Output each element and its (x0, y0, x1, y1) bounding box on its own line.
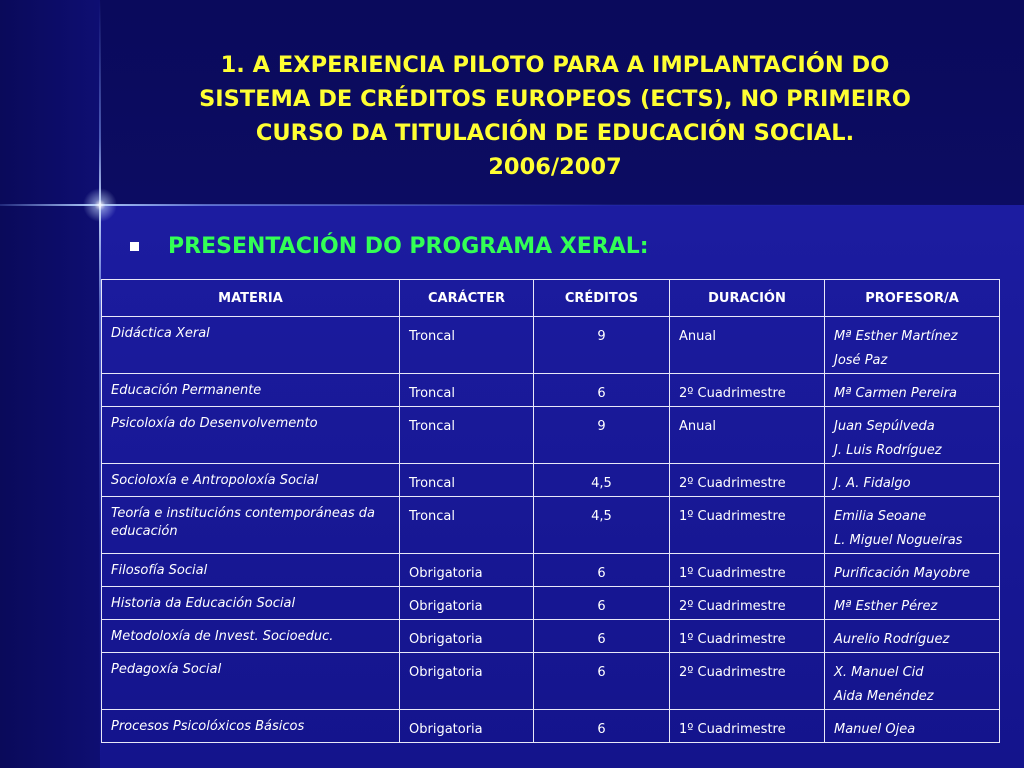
materia-cell: Didáctica Xeral (102, 317, 400, 374)
profesor-name: José Paz (834, 353, 888, 368)
duracion-cell: 2º Cuadrimestre (670, 374, 825, 407)
profesor-name: Emilia Seoane (834, 509, 927, 524)
profesor-cell (825, 620, 1000, 653)
caracter-cell: Obrigatoria (400, 710, 534, 743)
profesor-cell (825, 464, 1000, 497)
table-row (102, 407, 1000, 464)
creditos-cell: 9 (534, 317, 670, 374)
creditos-cell: 6 (534, 554, 670, 587)
profesor-name: L. Miguel Nogueiras (834, 533, 963, 548)
materia-cell: Psicoloxía do Desenvolvemento (102, 407, 400, 464)
bullet-heading: PRESENTACIÓN DO PROGRAMA XERAL: (168, 233, 649, 259)
materia-cell: Educación Permanente (102, 374, 400, 407)
profesor-name: Aida Menéndez (834, 689, 934, 704)
profesor-name: Juan Sepúlveda (834, 419, 935, 434)
creditos-cell: 4,5 (534, 497, 670, 554)
slide-title (105, 48, 1005, 184)
profesor-cell (825, 653, 1000, 710)
table-row (102, 374, 1000, 407)
table-row (102, 710, 1000, 743)
materia-cell: Metodoloxía de Invest. Socioeduc. (102, 620, 400, 653)
caracter-cell: Obrigatoria (400, 620, 534, 653)
creditos-cell: 6 (534, 374, 670, 407)
materia-cell: Teoría e institucións contemporáneas da educación (102, 497, 400, 554)
duracion-cell: 1º Cuadrimestre (670, 554, 825, 587)
creditos-cell: 4,5 (534, 464, 670, 497)
materia-cell: Pedagoxía Social (102, 653, 400, 710)
column-header-duracion: DURACIÓN (670, 280, 825, 317)
caracter-cell: Troncal (400, 374, 534, 407)
table-row (102, 317, 1000, 374)
profesor-name: Mª Carmen Pereira (834, 386, 957, 401)
profesor-name: X. Manuel Cid (834, 665, 924, 680)
profesor-cell (825, 374, 1000, 407)
bullet-item (130, 228, 649, 264)
column-header-profesor: PROFESOR/A (825, 280, 1000, 317)
caracter-cell: Obrigatoria (400, 653, 534, 710)
caracter-cell: Troncal (400, 464, 534, 497)
creditos-cell: 6 (534, 653, 670, 710)
profesor-name: J. A. Fidalgo (834, 476, 911, 491)
caracter-cell: Troncal (400, 317, 534, 374)
table-row (102, 653, 1000, 710)
materia-cell: Historia da Educación Social (102, 587, 400, 620)
caracter-cell: Obrigatoria (400, 587, 534, 620)
side-panel (0, 0, 100, 768)
slide-title-line: 2006/2007 (488, 154, 622, 180)
creditos-cell: 9 (534, 407, 670, 464)
table-header-row (102, 280, 1000, 317)
profesor-name: Aurelio Rodríguez (834, 632, 950, 647)
profesor-name: Mª Esther Pérez (834, 599, 938, 614)
profesor-cell (825, 407, 1000, 464)
slide-title-line: CURSO DA TITULACIÓN DE EDUCACIÓN SOCIAL. (255, 120, 855, 146)
table-row (102, 464, 1000, 497)
creditos-cell: 6 (534, 710, 670, 743)
duracion-cell: Anual (670, 317, 825, 374)
caracter-cell: Obrigatoria (400, 554, 534, 587)
slide-title-line: SISTEMA DE CRÉDITOS EUROPEOS (ECTS), NO PRIMEIRO (199, 86, 911, 112)
column-header-creditos: CRÉDITOS (534, 280, 670, 317)
creditos-cell: 6 (534, 587, 670, 620)
column-header-caracter: CARÁCTER (400, 280, 534, 317)
materia-cell: Filosofía Social (102, 554, 400, 587)
creditos-cell: 6 (534, 620, 670, 653)
table-row (102, 497, 1000, 554)
column-header-materia: MATERIA (102, 280, 400, 317)
duracion-cell: 2º Cuadrimestre (670, 464, 825, 497)
profesor-cell (825, 497, 1000, 554)
caracter-cell: Troncal (400, 497, 534, 554)
horizontal-light-flare (0, 204, 1024, 206)
square-bullet-icon (130, 242, 139, 251)
materia-cell: Procesos Psicolóxicos Básicos (102, 710, 400, 743)
duracion-cell: Anual (670, 407, 825, 464)
table-row (102, 554, 1000, 587)
duracion-cell: 1º Cuadrimestre (670, 710, 825, 743)
profesor-name: Manuel Ojea (834, 722, 916, 737)
materia-cell: Socioloxía e Antropoloxía Social (102, 464, 400, 497)
profesor-name: J. Luis Rodríguez (834, 443, 942, 458)
duracion-cell: 2º Cuadrimestre (670, 653, 825, 710)
profesor-name: Mª Esther Martínez (834, 329, 958, 344)
table-row (102, 587, 1000, 620)
table-body (102, 317, 1000, 743)
profesor-cell (825, 317, 1000, 374)
slide-title-line: 1. A EXPERIENCIA PILOTO PARA A IMPLANTACIÓN DO (220, 52, 890, 78)
profesor-cell (825, 554, 1000, 587)
duracion-cell: 1º Cuadrimestre (670, 497, 825, 554)
profesor-cell (825, 587, 1000, 620)
duracion-cell: 1º Cuadrimestre (670, 620, 825, 653)
profesor-name: Purificación Mayobre (834, 566, 971, 581)
table-row (102, 620, 1000, 653)
duracion-cell: 2º Cuadrimestre (670, 587, 825, 620)
star-flare-icon (80, 185, 120, 225)
caracter-cell: Troncal (400, 407, 534, 464)
profesor-cell (825, 710, 1000, 743)
course-table (101, 279, 1000, 743)
